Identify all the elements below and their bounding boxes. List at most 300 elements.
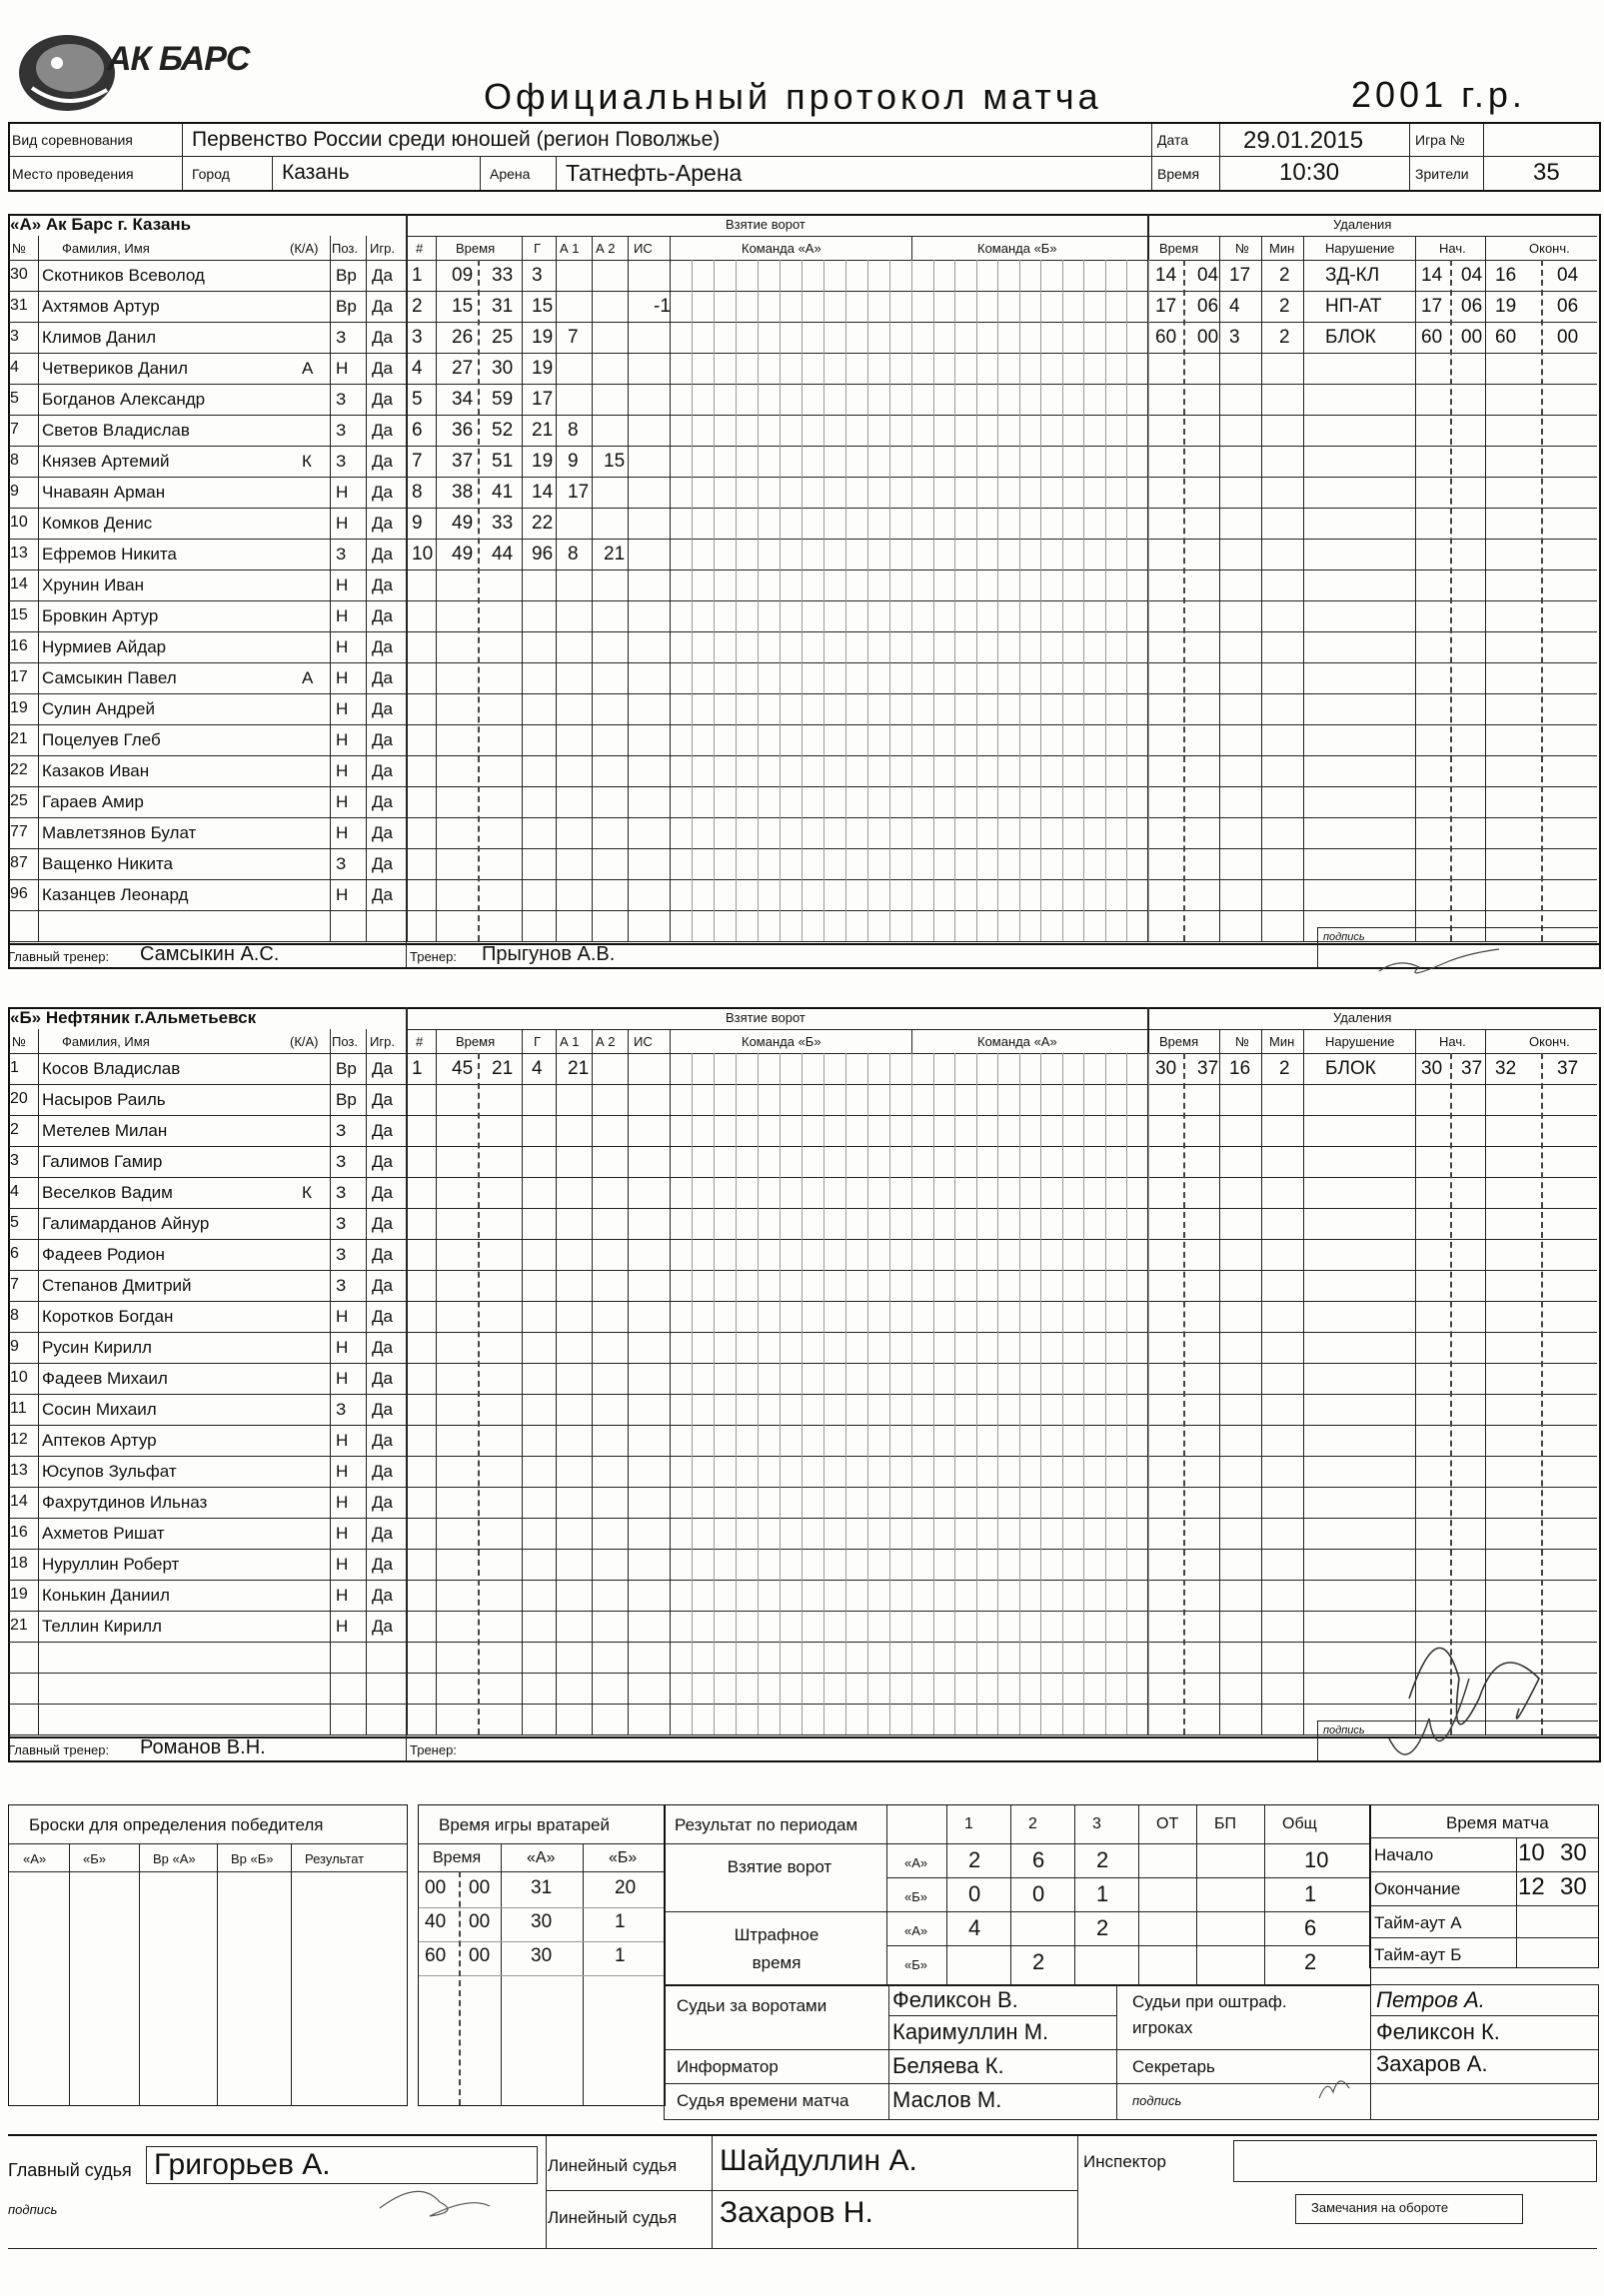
team_a-col-pen-viol: Нарушение [1325,241,1395,256]
team_b-col-pen-start: Нач. [1439,1034,1466,1049]
player-no: 10 [10,514,28,531]
player-name: Скотников Всеволод [42,266,205,285]
goal-ss: 33 [492,265,514,286]
goal-mm: 09 [452,265,474,286]
team_a-col-play: Игр. [370,241,395,256]
player-pos: Вр [336,1059,357,1078]
player-no: 30 [10,266,28,283]
period-value: 2 [1096,1915,1109,1940]
player-pos: Н [336,606,349,625]
period-value: 1 [1096,1881,1109,1906]
goal-n: 3 [412,327,423,348]
player-play: Да [372,1400,393,1419]
goal-mm: 15 [452,296,474,317]
player-no: 19 [10,699,28,716]
page-title: Официальный протокол матча [484,76,1102,117]
player-name: Комков Денис [42,514,153,533]
team_a-col-no: № [12,241,26,256]
officials-sign-label: подпись [1132,2093,1182,2108]
match-end-label: Окончание [1374,1879,1461,1898]
referee-label: Главный судья [8,2160,132,2180]
goalie-row-mm: 60 [425,1945,447,1966]
player-pos: З [336,421,347,440]
goal-ss: 21 [492,1058,514,1079]
secretary-label: Секретарь [1132,2057,1215,2076]
player-name: Коротков Богдан [42,1307,174,1326]
goal-g: 4 [532,1058,543,1079]
player-name: Теллин Кирилл [42,1617,162,1636]
player-play: Да [372,1369,393,1388]
goal-ss: 52 [492,420,514,441]
goal-mm: 37 [452,451,474,472]
penalty-viol: БЛОК [1325,1058,1376,1079]
goalie-row-b: 20 [615,1877,637,1898]
player-no: 21 [10,730,28,747]
goal-n: 1 [412,265,423,286]
penalty-es: 37 [1557,1058,1579,1079]
player-name: Ахтямов Артур [42,297,160,316]
player-pos: Н [336,637,349,656]
team_a-col-pos: Поз. [332,241,358,256]
player-no: 25 [10,792,28,809]
penalty-em: 32 [1495,1058,1517,1079]
team_a-col-name: Фамилия, Имя [62,241,150,256]
goal-n: 5 [412,389,423,410]
penalty-no: 17 [1229,265,1251,286]
player-name: Косов Владислав [42,1059,181,1078]
player-pos: Н [336,699,349,718]
penalty-judges-label: Судьи при оштраф. игроках [1132,1992,1287,2037]
birth-year: 2001 г.р. [1351,74,1526,115]
period-team-a-1: «А» [904,1855,928,1870]
player-pos: Н [336,1431,349,1450]
player-pos: Н [336,1524,349,1543]
goal-n: 6 [412,420,423,441]
period-col: ОТ [1156,1815,1179,1832]
team_a-col-ka: (К/А) [290,241,319,256]
player-play: Да [372,1121,393,1140]
player-pos: Н [336,1555,349,1574]
player-pos: З [336,1152,347,1171]
goal-a1: 21 [568,1058,590,1079]
player-ka: А [302,359,314,378]
team_a-col-g: Г [534,241,542,256]
player-name: Хрунин Иван [42,575,144,594]
team_a-col-pen-start: Нач. [1439,241,1466,256]
arena-value: Татнефть-Арена [566,160,743,186]
shootout-col: «А» [23,1851,47,1866]
competition-value: Первенство России среди юношей (регион Поволжье) [192,128,721,151]
player-pos: З [336,1400,347,1419]
team_b-title: «Б» Нефтяник г.Альметьевск [10,1008,257,1027]
team_a-head-coach: Самсыкин А.С. [140,943,280,965]
player-name: Бровкин Артур [42,606,159,625]
player-no: 14 [10,575,28,592]
time-value: 10:30 [1279,159,1340,186]
goal-mm: 38 [452,482,474,503]
period-value: 1 [1304,1881,1317,1906]
player-pos: З [336,390,347,409]
team_b-col-g: Г [534,1034,542,1049]
penalty-min: 2 [1279,296,1290,317]
team_b-coach-label: Тренер: [410,1742,457,1757]
player-pos: З [336,545,347,564]
player-name: Ващенко Никита [42,854,173,873]
linesman-2-label: Линейный судья [548,2208,678,2227]
goal-ss: 51 [492,451,514,472]
penalty-min: 2 [1279,265,1290,286]
goal-mm: 26 [452,327,474,348]
goalie-row-b: 1 [615,1911,626,1932]
player-name: Гараев Амир [42,792,144,811]
goalie-col-time: Время [433,1849,482,1866]
player-no: 7 [10,421,19,438]
team_a-col-pen-min: Мин [1269,241,1295,256]
period-value: 6 [1304,1915,1317,1940]
team_b-col-no: № [12,1034,26,1049]
player-name: Степанов Дмитрий [42,1276,192,1295]
goal-g: 19 [532,451,554,472]
goalie-col-a: «А» [527,1849,556,1866]
goal-n: 4 [412,358,423,379]
penalty-no: 4 [1229,296,1240,317]
player-no: 10 [10,1369,28,1386]
period-value: 4 [968,1915,981,1940]
team_a-coach: Прыгунов А.В. [482,943,616,965]
penalty-sm: 30 [1421,1058,1443,1079]
player-pos: З [336,1214,347,1233]
player-pos: Н [336,1493,349,1512]
player-name: Казаков Иван [42,761,150,780]
player-no: 7 [10,1276,19,1293]
date-label: Дата [1157,132,1189,148]
player-pos: Н [336,1369,349,1388]
player-name: Климов Данил [42,328,156,347]
team_a-col-goal-no: # [416,241,424,256]
date-value: 29.01.2015 [1243,127,1364,154]
player-pos: З [336,1276,347,1295]
player-play: Да [372,328,393,347]
player-name: Юсупов Зульфат [42,1462,177,1481]
player-no: 1 [10,1059,19,1076]
player-pos: Вр [336,297,357,316]
team_a-head-coach-label: Главный тренер: [8,949,110,964]
team_b-head-coach: Романов В.Н. [140,1736,266,1758]
logo-text: АК БАРС [107,40,250,78]
player-no: 4 [10,1183,19,1200]
goalie-row-a: 30 [531,1945,553,1966]
goal-n: 10 [412,544,434,565]
player-play: Да [372,792,393,811]
penalty-sss: 37 [1461,1058,1483,1079]
period-team-b-1: «Б» [904,1889,927,1904]
player-pos: З [336,328,347,347]
period-col: 1 [964,1815,973,1832]
player-no: 8 [10,1307,19,1324]
team_b-col-pen-end: Оконч. [1529,1034,1570,1049]
penalty-es: 06 [1557,296,1579,317]
player-play: Да [372,1586,393,1605]
player-no: 3 [10,1152,19,1169]
goalie-row-a: 31 [531,1877,553,1898]
goal-mm: 34 [452,389,474,410]
player-no: 21 [10,1617,28,1634]
player-name: Фадеев Родион [42,1245,165,1264]
player-play: Да [372,699,393,718]
goal-g: 96 [532,544,554,565]
player-play: Да [372,1214,393,1233]
penalty-viol: БЛОК [1325,327,1376,348]
player-pos: Н [336,761,349,780]
period-goals-label: Взятие ворот [727,1857,832,1876]
player-play: Да [372,390,393,409]
goalie-row-b: 1 [615,1945,626,1966]
player-no: 20 [10,1090,28,1107]
timekeeper-value: Маслов М. [892,2087,1002,2112]
player-no: 18 [10,1555,28,1572]
player-pos: З [336,1245,347,1264]
goal-g: 3 [532,265,543,286]
match-start-label: Начало [1374,1845,1434,1864]
player-ka: А [302,668,314,687]
penalty-sss: 04 [1461,265,1483,286]
goal-a1: 8 [568,544,579,565]
team_a-col-a2: А 2 [596,241,616,256]
goal-g: 14 [532,482,554,503]
player-name: Ахметов Ришат [42,1524,165,1543]
goal-ss: 59 [492,389,514,410]
player-pos: Н [336,1338,349,1357]
team_b-col-pen-min: Мин [1269,1034,1295,1049]
period-value: 2 [1304,1949,1317,1974]
referee-value: Григорьев А. [154,2148,331,2181]
goalie-col-b: «Б» [609,1849,638,1866]
player-pos: З [336,452,347,471]
penalty-min: 2 [1279,1058,1290,1079]
player-name: Светов Владислав [42,421,190,440]
player-no: 22 [10,761,28,778]
goalie-row-a: 30 [531,1911,553,1932]
period-col: 3 [1092,1815,1101,1832]
penalty-judge-1: Петров А. [1376,1987,1485,2012]
player-play: Да [372,1462,393,1481]
goal-g: 17 [532,389,554,410]
penalty-viol: НП-АТ [1325,296,1382,317]
player-play: Да [372,483,393,502]
goal-a1: 7 [568,327,579,348]
player-play: Да [372,1493,393,1512]
goal-mm: 49 [452,513,474,534]
player-no: 4 [10,359,19,376]
shootout-col: Результат [305,1851,365,1866]
team_a-title: «А» Ак Барс г. Казань [10,215,192,234]
team_a-sign-label: подпись [1323,931,1365,943]
goalie-time-title: Время игры вратарей [439,1815,610,1834]
player-no: 15 [10,606,28,623]
goalie-row-ss: 00 [469,1945,491,1966]
player-play: Да [372,1431,393,1450]
team_b-col-is: ИС [634,1034,653,1049]
penalty-sm: 17 [1421,296,1443,317]
goal-ss: 31 [492,296,514,317]
goal-n: 1 [412,1058,423,1079]
goal-is: -1 [654,296,671,317]
player-play: Да [372,297,393,316]
player-no: 31 [10,297,28,314]
penalty-ss: 06 [1197,296,1219,317]
player-no: 3 [10,328,19,345]
period-col: 2 [1028,1815,1037,1832]
player-name: Самсыкин Павел [42,668,177,687]
spectators-value: 35 [1533,159,1560,186]
team_a-goals-title: Взятие ворот [726,217,805,232]
player-name: Ефремов Никита [42,545,177,564]
goal-judge-1: Феликсон В. [892,1987,1018,2012]
goal-n: 2 [412,296,423,317]
shootout-title: Броски для определения победителя [29,1815,324,1834]
periods-title: Результат по периодам [675,1815,858,1834]
player-no: 2 [10,1121,19,1138]
penalty-viol: ЗД-КЛ [1325,265,1380,286]
match-end-h: 12 [1518,1873,1545,1900]
player-name: Метелев Милан [42,1121,168,1140]
player-no: 11 [10,1400,27,1417]
period-value: 0 [1032,1881,1045,1906]
team_b-col-goal-time: Время [456,1034,496,1049]
goalie-row-mm: 00 [425,1877,447,1898]
informer-label: Информатор [677,2057,779,2076]
venue-label: Место проведения [12,166,134,182]
player-play: Да [372,1245,393,1264]
player-name: Казанцев Леонард [42,885,189,904]
player-name: Поцелуев Глеб [42,730,161,749]
team_a-pen-title: Удаления [1333,217,1392,232]
period-value: 10 [1304,1847,1329,1872]
penalty-mm: 14 [1155,265,1177,286]
player-pos: Н [336,668,349,687]
player-name: Нуруллин Роберт [42,1555,180,1574]
team_b-col-pen-viol: Нарушение [1325,1034,1395,1049]
goal-n: 8 [412,482,423,503]
player-pos: З [336,854,347,873]
city-value: Казань [282,161,350,184]
player-no: 6 [10,1245,19,1262]
player-no: 17 [10,668,28,685]
player-name: Веселков Вадим [42,1183,173,1202]
penalty-ss: 37 [1197,1058,1219,1079]
player-play: Да [372,266,393,285]
penalty-ss: 00 [1197,327,1219,348]
player-name: Чнаваян Арман [42,483,166,502]
spectators-label: Зрители [1415,166,1469,182]
penalty-em: 60 [1495,327,1517,348]
team_b-team2-label: Команда «А» [977,1034,1057,1049]
referee-sign-label: подпись [8,2202,58,2217]
team_a-col-a1: А 1 [560,241,580,256]
team_a-col-pen-end: Оконч. [1529,241,1570,256]
team_b-col-goal-no: # [416,1034,424,1049]
goal-judge-2: Каримуллин М. [892,2019,1049,2044]
match-end-m: 30 [1560,1873,1587,1900]
player-play: Да [372,421,393,440]
period-value: 6 [1032,1847,1045,1872]
goal-mm: 45 [452,1058,474,1079]
penalty-em: 19 [1495,296,1517,317]
team_a-team1-label: Команда «А» [742,241,821,256]
player-pos: Н [336,1617,349,1636]
goal-a1: 9 [568,451,579,472]
team_b-col-a1: А 1 [560,1034,580,1049]
penalty-sm: 60 [1421,327,1443,348]
player-name: Нурмиев Айдар [42,637,167,656]
goal-mm: 49 [452,544,474,565]
player-play: Да [372,885,393,904]
goal-ss: 41 [492,482,514,503]
player-no: 14 [10,1493,28,1510]
player-play: Да [372,359,393,378]
player-no: 13 [10,545,28,562]
goalie-row-mm: 40 [425,1911,447,1932]
goal-a2: 15 [604,451,626,472]
team_b-pen-title: Удаления [1333,1010,1392,1025]
player-pos: З [336,1183,347,1202]
player-play: Да [372,854,393,873]
player-name: Аптеков Артур [42,1431,157,1450]
penalty-mm: 60 [1155,327,1177,348]
player-pos: Н [336,792,349,811]
team_b-col-pen-time: Время [1159,1034,1199,1049]
player-no: 19 [10,1586,28,1603]
team_a-col-goal-time: Время [456,241,496,256]
shootout-col: Вр «А» [153,1851,196,1866]
team_b-sign-label: подпись [1323,1724,1365,1736]
goal-g: 15 [532,296,554,317]
player-pos: Н [336,483,349,502]
linesman-2-value: Захаров Н. [720,2196,873,2229]
goal-ss: 33 [492,513,514,534]
goal-g: 19 [532,327,554,348]
player-no: 16 [10,637,28,654]
penalty-judge-2: Феликсон К. [1376,2019,1500,2044]
remarks-label: Замечания на обороте [1311,2200,1449,2215]
player-play: Да [372,1183,393,1202]
period-team-a-2: «А» [904,1923,928,1938]
player-play: Да [372,730,393,749]
player-no: 9 [10,483,19,500]
goal-mm: 36 [452,420,474,441]
player-pos: Н [336,885,349,904]
penalty-sm: 14 [1421,265,1443,286]
player-play: Да [372,1524,393,1543]
player-name: Галимов Гамир [42,1152,163,1171]
team_a-col-pen-no: № [1235,241,1249,256]
penalty-min: 2 [1279,327,1290,348]
player-name: Русин Кирилл [42,1338,152,1357]
player-play: Да [372,1555,393,1574]
goal-g: 19 [532,358,554,379]
period-value: 2 [1096,1847,1109,1872]
goalie-row-ss: 00 [469,1911,491,1932]
player-pos: Н [336,514,349,533]
player-no: 77 [10,823,28,840]
period-value: 2 [1032,1949,1045,1974]
goal-n: 9 [412,513,423,534]
penalty-no: 3 [1229,327,1240,348]
team_a-col-is: ИС [634,241,653,256]
match-time-title: Время матча [1446,1813,1549,1832]
time-label: Время [1157,166,1200,182]
goalie-row-ss: 00 [469,1877,491,1898]
